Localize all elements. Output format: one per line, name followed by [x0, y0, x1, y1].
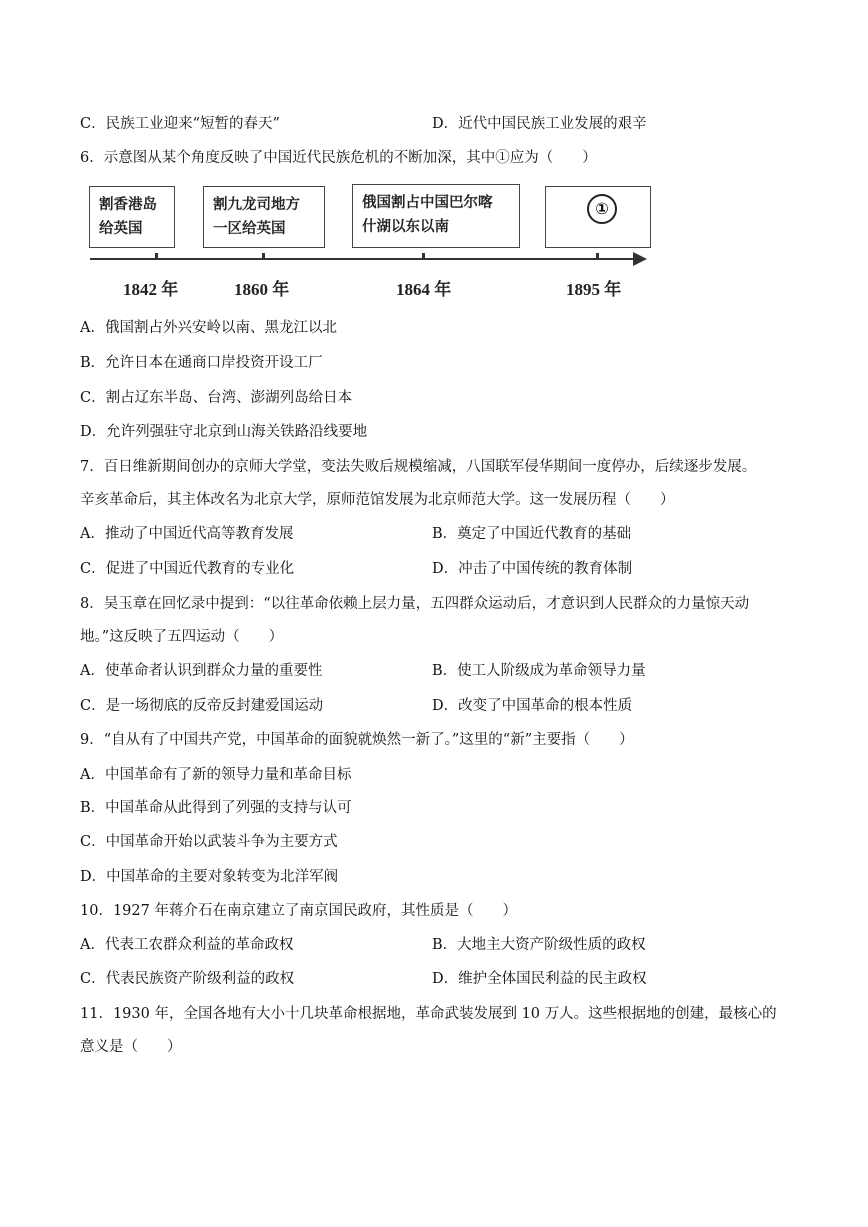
year-label-1842: 1842 年: [123, 280, 179, 299]
q6-stem: 6．示意图从某个角度反映了中国近代民族危机的不断加深，其中①应为（ ）: [80, 150, 597, 166]
q10-option-d: D．维护全体国民利益的民主政权: [432, 971, 647, 987]
q6-option-c: C．割占辽东半岛、台湾、澎湖列岛给日本: [80, 390, 353, 406]
timeline-box-1860: [203, 186, 325, 248]
q6-option-b: B．允许日本在通商口岸投资开设工厂: [80, 355, 323, 371]
q8-option-c: C．是一场彻底的反帝反封建爱国运动: [80, 698, 324, 714]
q7-option-a: A．推动了中国近代高等教育发展: [80, 526, 294, 542]
q6-option-d: D．允许列强驻守北京到山海关铁路沿线要地: [80, 424, 368, 440]
q7-option-b: B．奠定了中国近代教育的基础: [432, 526, 632, 542]
q11-stem-line2: 意义是（ ）: [80, 1039, 182, 1055]
box2-line1: 割九龙司地方: [213, 197, 300, 213]
timeline-box-1842: [89, 186, 175, 248]
timeline-tick: [155, 253, 158, 259]
q8-stem-line2: 地。”这反映了五四运动（ ）: [80, 629, 284, 645]
q10-option-c: C．代表民族资产阶级利益的政权: [80, 971, 295, 987]
q5-option-d: D．近代中国民族工业发展的艰辛: [432, 116, 647, 132]
q10-option-b: B．大地主大资产阶级性质的政权: [432, 937, 646, 953]
timeline-box-1864: [352, 184, 520, 248]
year-label-1895: 1895 年: [566, 280, 622, 299]
q7-option-d: D．冲击了中国传统的教育体制: [432, 561, 633, 577]
timeline-tick: [422, 253, 425, 259]
box1-line2: 给英国: [99, 221, 143, 237]
q11-stem-line1: 11．1930 年，全国各地有大小十几块革命根据地，革命武装发展到 10 万人。这些根据地的创建，最核心的: [80, 1006, 777, 1022]
q5-option-c: C．民族工业迎来“短暂的春天”: [80, 116, 280, 132]
q8-option-b: B．使工人阶级成为革命领导力量: [432, 663, 646, 679]
q7-stem-line2: 辛亥革命后，其主体改名为北京大学，原师范馆发展为北京师范大学。这一发展历程（ ）: [80, 492, 675, 508]
q8-stem-line1: 8．吴玉章在回忆录中提到：“以往革命依赖上层力量，五四群众运动后，才意识到人民群众的力量惊天动: [80, 596, 750, 612]
circle-number-1-mark: ①: [587, 194, 617, 224]
timeline-tick: [262, 253, 265, 259]
q8-option-d: D．改变了中国革命的根本性质: [432, 698, 633, 714]
q8-option-a: A．使革命者认识到群众力量的重要性: [80, 663, 323, 679]
q9-option-b: B．中国革命从此得到了列强的支持与认可: [80, 800, 352, 816]
year-label-1864: 1864 年: [396, 280, 452, 299]
box1-line1: 割香港岛: [99, 197, 157, 213]
box3-line1: 俄国割占中国巴尔喀: [362, 195, 493, 211]
q9-option-c: C．中国革命开始以武装斗争为主要方式: [80, 834, 338, 850]
q10-stem: 10．1927 年蒋介石在南京建立了南京国民政府，其性质是（ ）: [80, 903, 517, 919]
q9-option-d: D．中国革命的主要对象转变为北洋军阀: [80, 869, 339, 885]
q7-stem-line1: 7．百日维新期间创办的京师大学堂，变法失败后规模缩减，八国联军侵华期间一度停办，后续逐步发展。: [80, 459, 757, 475]
q9-stem: 9．“自从有了中国共产党，中国革命的面貌就焕然一新了。”这里的“新”主要指（ ）: [80, 732, 634, 748]
timeline-axis: [90, 258, 640, 260]
q6-option-a: A．俄国割占外兴安岭以南、黑龙江以北: [80, 320, 337, 336]
box3-line2: 什湖以东以南: [362, 219, 449, 235]
timeline-arrow-icon: [633, 252, 647, 266]
box2-line2: 一区给英国: [213, 221, 286, 237]
q10-option-a: A．代表工农群众利益的革命政权: [80, 937, 294, 953]
timeline-tick: [596, 253, 599, 259]
q9-option-a: A．中国革命有了新的领导力量和革命目标: [80, 767, 352, 783]
q7-option-c: C．促进了中国近代教育的专业化: [80, 561, 295, 577]
year-label-1860: 1860 年: [234, 280, 290, 299]
